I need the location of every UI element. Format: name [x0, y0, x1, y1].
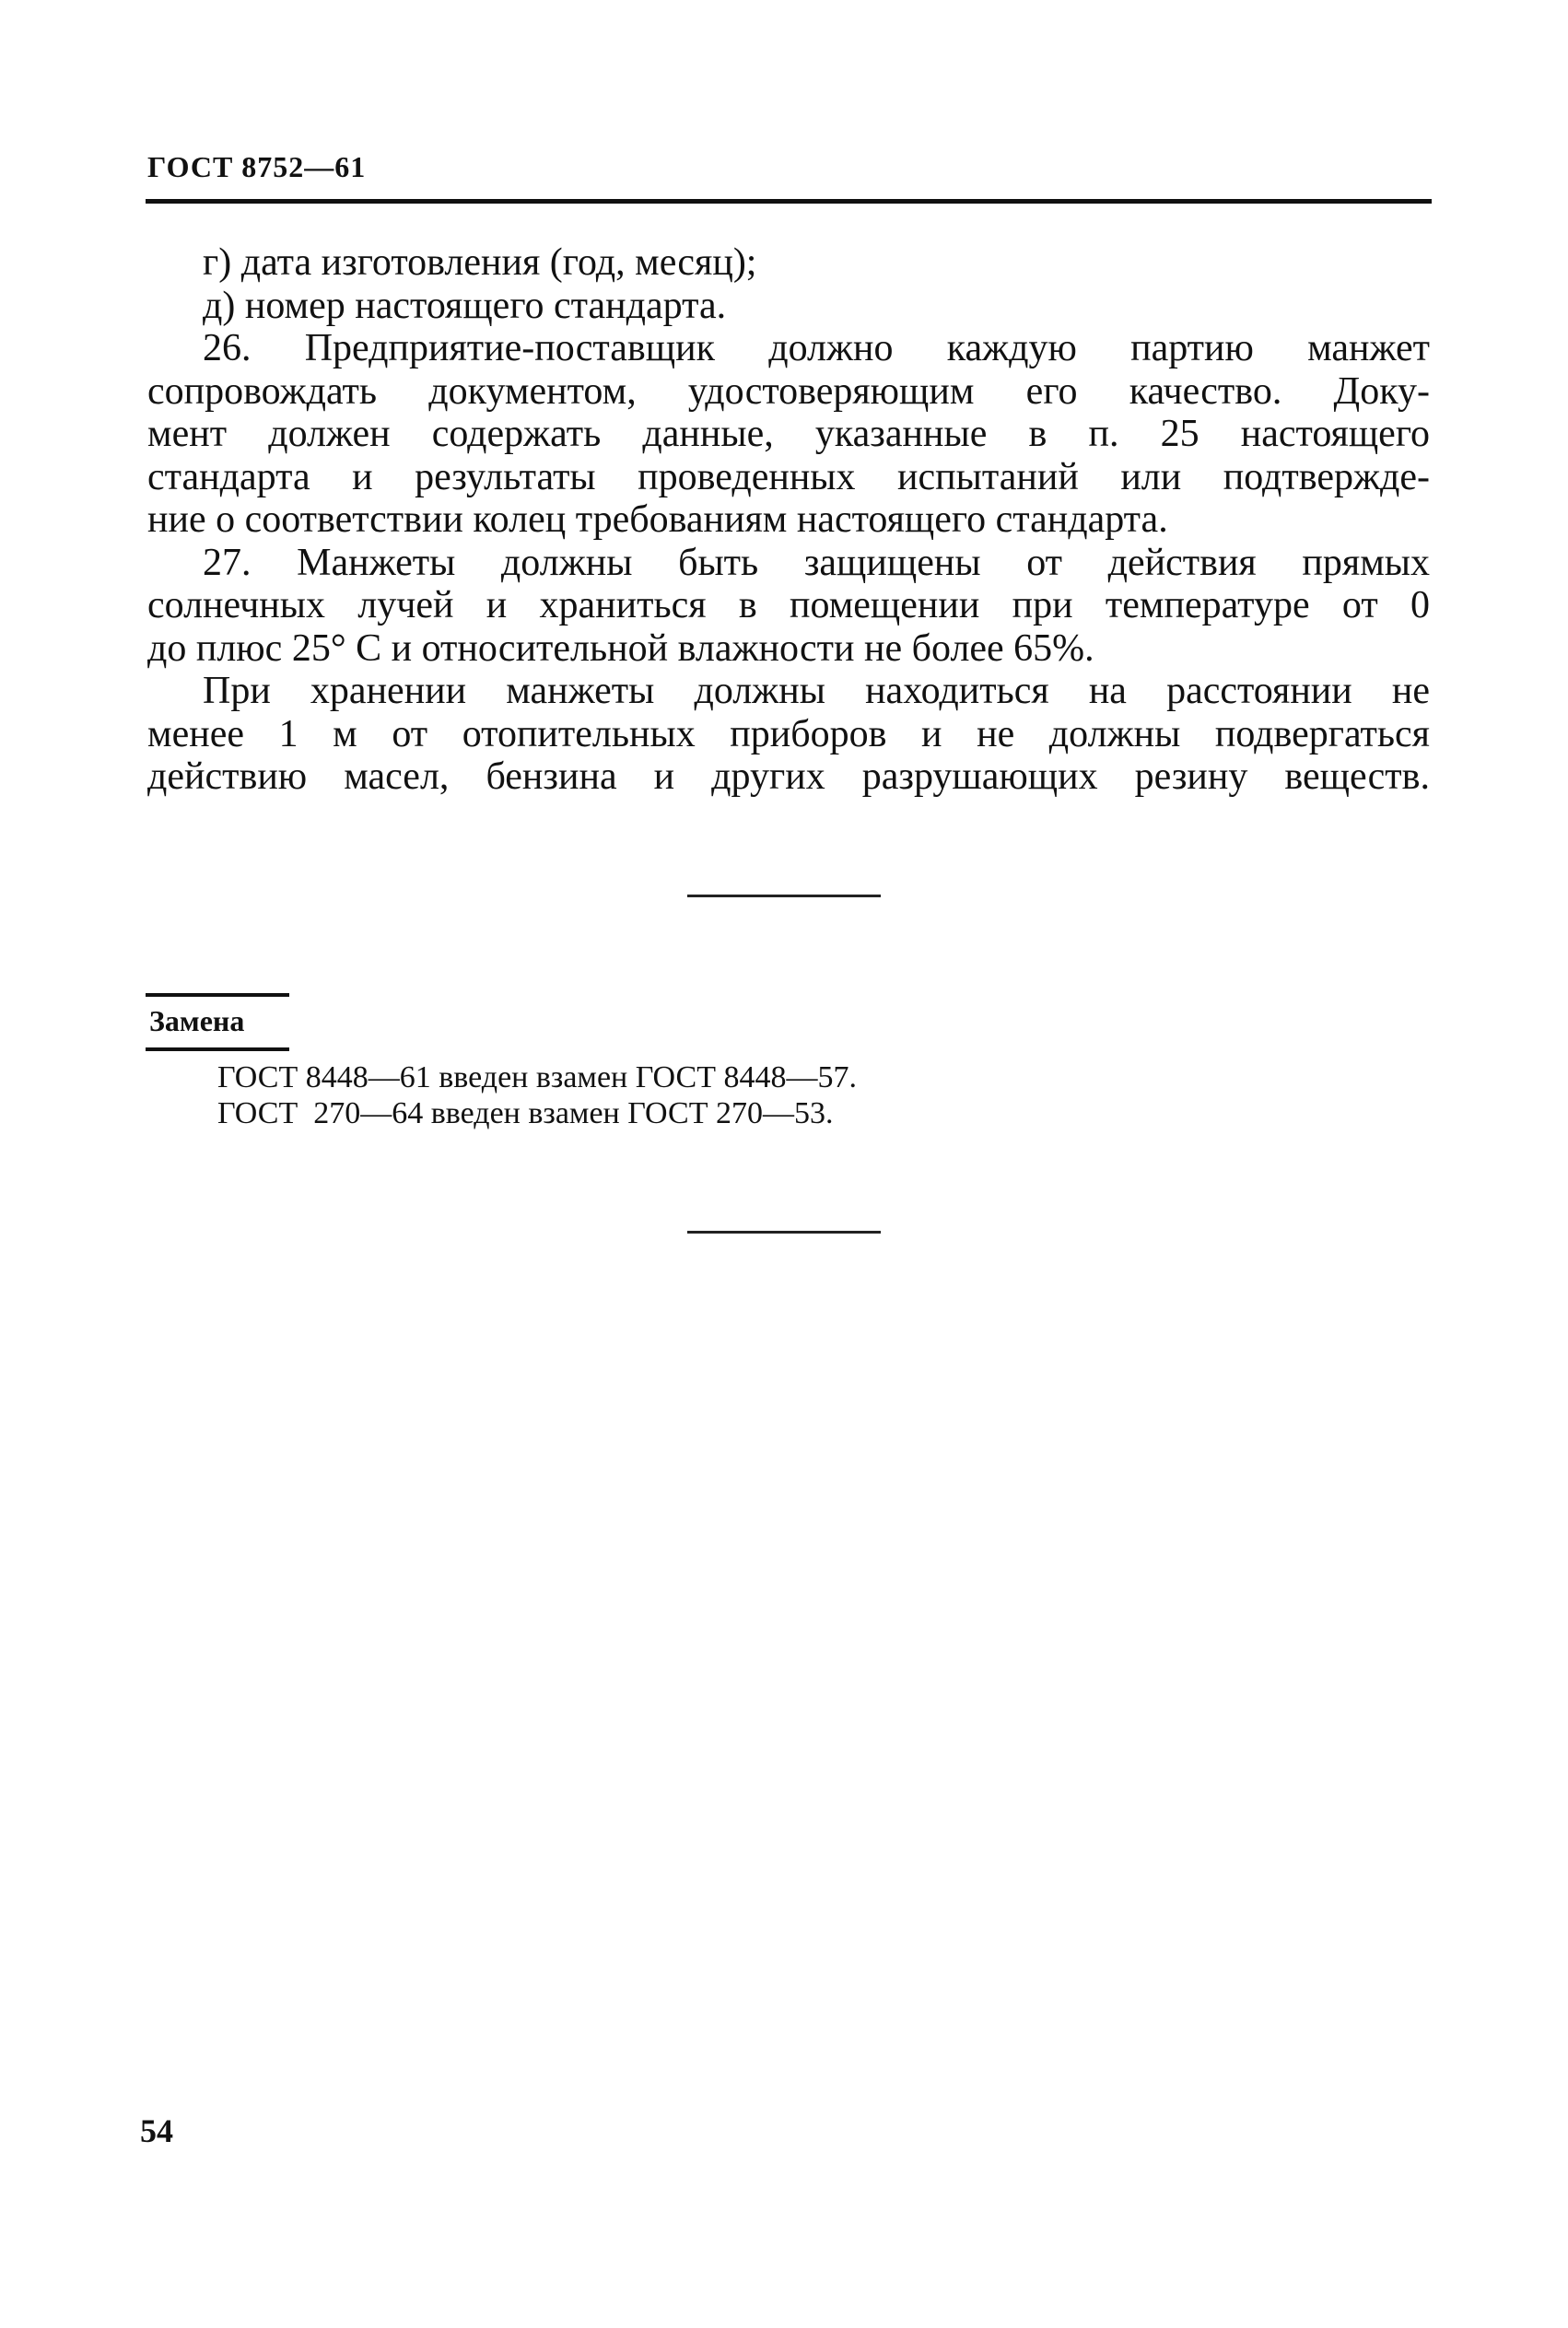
replacement-rule-bottom	[146, 1047, 289, 1051]
paragraph-line: ние о соответствии колец требованиям настоящего стандарта.	[147, 498, 1168, 541]
paragraph-line: стандарта и результаты проведенных испытаний или подтвержде-	[147, 455, 1430, 498]
paragraph-line: солнечных лучей и храниться в помещении при температуре от 0	[147, 584, 1430, 626]
section-divider	[687, 895, 881, 897]
replacement-list	[217, 1059, 857, 1131]
replacement-item: ГОСТ 270—64 введен взамен ГОСТ 270—53.	[217, 1096, 834, 1130]
replacement-item: ГОСТ 8448—61 введен взамен ГОСТ 8448—57.	[217, 1060, 857, 1094]
paragraph-line: При хранении манжеты должны находиться на расстоянии не	[203, 670, 1430, 712]
paragraph-line: до плюс 25° С и относительной влажности не более 65%.	[147, 626, 1094, 670]
paragraph-line: д) номер настоящего стандарта.	[203, 284, 727, 327]
page-number: 54	[140, 2112, 173, 2149]
paragraph-line: г) дата изготовления (год, месяц);	[203, 241, 757, 284]
paragraph-line: сопровождать документом, удостоверяющим его качество. Доку-	[147, 369, 1430, 413]
paragraph-line: мент должен содержать данные, указанные в п. 25 настоящего	[147, 413, 1430, 455]
replacement-rule-top	[146, 993, 289, 997]
paragraph-line: 27. Манжеты должны быть защищены от действия прямых	[203, 541, 1430, 584]
paragraph-line: менее 1 м от отопительных приборов и не должны подвергаться	[147, 712, 1430, 755]
section-divider	[687, 1231, 881, 1234]
paragraph-line: действию масел, бензина и других разрушающих резину веществ.	[147, 755, 1430, 798]
body-text	[147, 241, 1430, 799]
paragraph-line: 26. Предприятие-поставщик должно каждую партию манжет	[203, 327, 1430, 369]
document-header-title: ГОСТ 8752—61	[147, 150, 367, 183]
header-rule	[146, 199, 1432, 204]
replacement-heading: Замена	[149, 1004, 245, 1037]
